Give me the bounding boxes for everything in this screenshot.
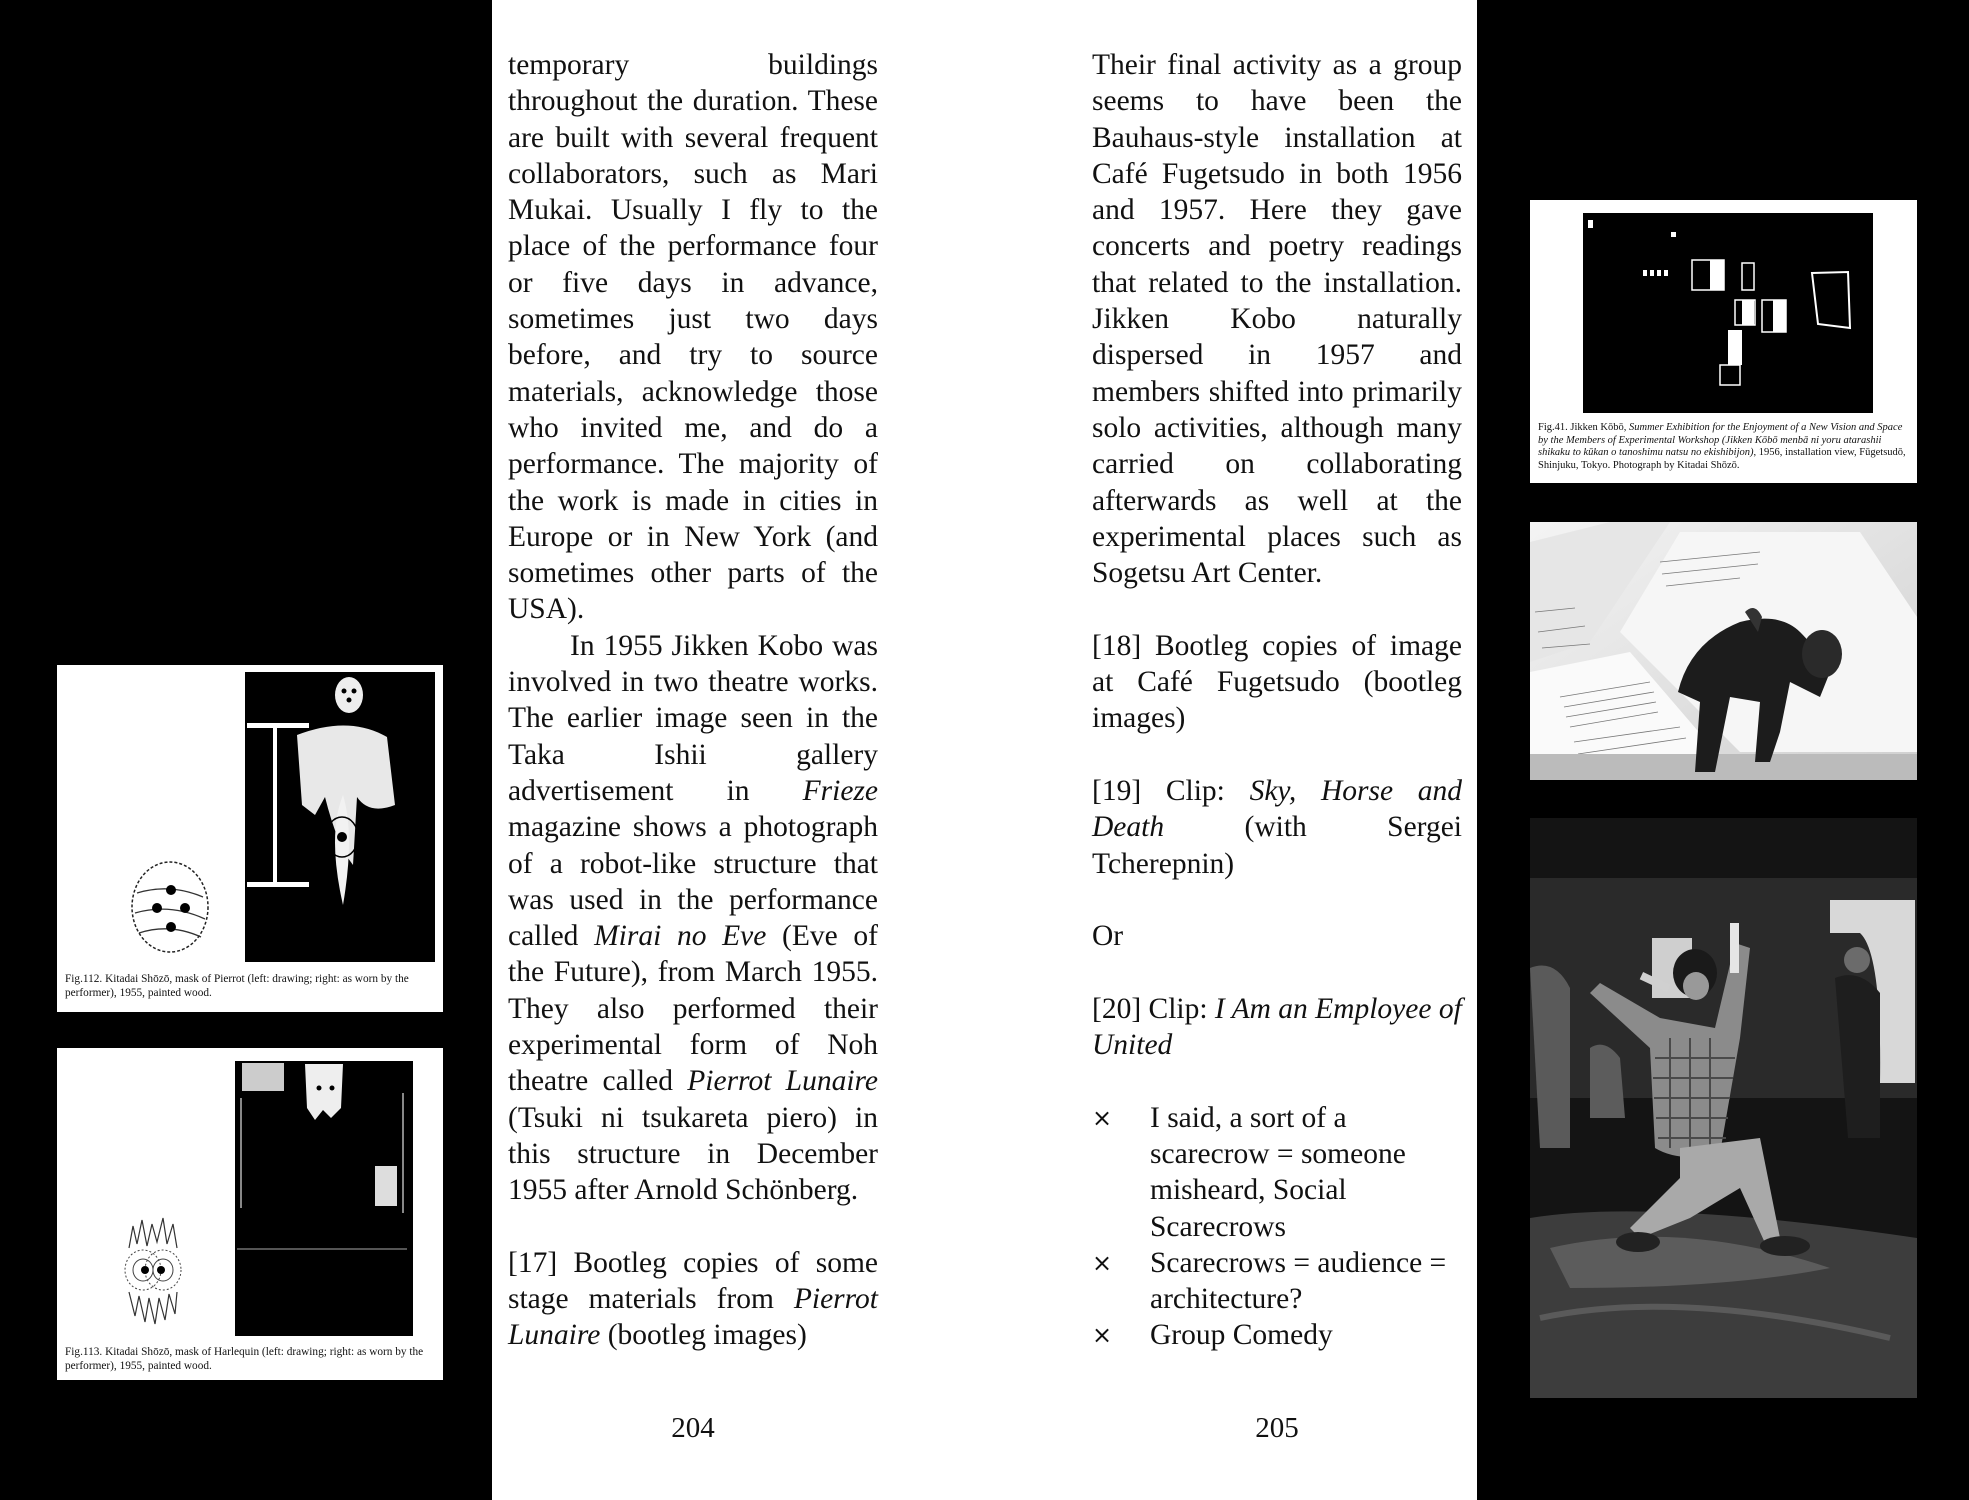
list-item bbox=[1092, 1245, 1462, 1318]
text-run: (Eve of the Future), from March 1955. They also performed their experimental form of Noh theatre called bbox=[508, 920, 878, 1098]
italic-title: Pierrot Lunaire bbox=[687, 1065, 879, 1098]
night-performance-photo-image bbox=[1530, 818, 1917, 1398]
italic-title: Sky, Horse and Death bbox=[1092, 774, 1462, 844]
text-run: In 1955 Jikken Kobo was involved in two theatre works. The earlier image seen in the Taka Ishii gallery advertisement in bbox=[508, 629, 878, 807]
text-run: (with Sergei Tcherepnin) bbox=[1092, 811, 1462, 880]
dancer-photo-image bbox=[1530, 522, 1917, 780]
text-run: [17] Bootleg copies of some stage materials from bbox=[508, 1246, 878, 1316]
footnote-18: [18] Bootleg copies of image at Café Fugetsudo (bootleg images) bbox=[1092, 629, 1462, 735]
footnote-19 bbox=[1092, 773, 1462, 882]
list-item bbox=[1092, 1100, 1462, 1245]
list-item-text: I said, a sort of a scarecrow = someone misheard, Social Scarecrows bbox=[1150, 1101, 1406, 1243]
right-page-text bbox=[1092, 47, 1462, 1354]
figure-41-installation bbox=[1530, 200, 1917, 483]
cross-bullet-icon: × bbox=[1092, 1248, 1113, 1277]
text-run: Fig.41. Jikken Kōbō, bbox=[1538, 422, 1630, 433]
bullet-list bbox=[1092, 1100, 1462, 1354]
italic-title: Mirai no Eve bbox=[594, 920, 767, 953]
page-number-right: 205 bbox=[1255, 1412, 1299, 1444]
italic-title: Pierrot Lunaire bbox=[508, 1283, 878, 1352]
paragraph: Their final activity as a group seems to have been the Bauhaus-style installation at Café Fugetsudo in both 1956 and 1957. Here they gave concerts and poetry readings that related to the installation. Jikken Kobo naturally dispersed in 1957 and members shifted into primarily solo activities, although many carried on collaborating afterwards as well at the experimental places such as Sogetsu Art Center. bbox=[1092, 49, 1462, 590]
text-run: (bootleg images) bbox=[600, 1319, 807, 1352]
figure-113-harlequin-mask bbox=[57, 1048, 443, 1380]
cross-bullet-icon: × bbox=[1092, 1103, 1113, 1132]
pierrot-mask-image bbox=[57, 665, 443, 975]
italic-title: Summer Exhibition for the Enjoyment of a New Vision and Space by the Members of Experimental Workshop (Jikken Kōbō menbā ni yoru atarashii shikaku to kūkan o tanoshimu natsu no ekishibijon) bbox=[1538, 422, 1903, 458]
italic-title: Frieze bbox=[802, 774, 878, 807]
photo-night-performance bbox=[1530, 818, 1917, 1398]
list-item bbox=[1092, 1317, 1462, 1353]
page-number-left: 204 bbox=[671, 1412, 715, 1444]
figure-113-caption: Fig.113. Kitadai Shōzō, mask of Harlequin (left: drawing; right: as worn by the performer), 1955, painted wood. bbox=[65, 1346, 424, 1372]
text-run: [20] Clip: bbox=[1092, 992, 1215, 1025]
or-separator: Or bbox=[1092, 920, 1124, 953]
paragraph: temporary buildings throughout the duration. These are built with several frequent collaborators, such as Mari Mukai. Usually I fly to the place of the performance four or five days in advance, sometimes just two days before, and try to source materials, acknowledge those who invited me, and do a performance. The majority of the work is made in cities in Europe or in New York (and sometimes other parts of the USA). bbox=[508, 49, 878, 626]
photo-dancer bbox=[1530, 522, 1917, 780]
footnote-20 bbox=[1092, 991, 1462, 1064]
list-item-text: Scarecrows = audience = architecture? bbox=[1150, 1246, 1447, 1316]
left-page-text bbox=[508, 47, 878, 1354]
footnote-17 bbox=[508, 1245, 878, 1354]
harlequin-mask-image bbox=[57, 1048, 443, 1343]
list-item-text: Group Comedy bbox=[1150, 1319, 1333, 1352]
figure-112-pierrot-mask bbox=[57, 665, 443, 1012]
installation-view-image bbox=[1530, 200, 1917, 420]
text-run: [19] Clip: bbox=[1092, 774, 1250, 807]
figure-41-caption bbox=[1538, 422, 1909, 472]
cross-bullet-icon: × bbox=[1092, 1321, 1113, 1350]
paragraph bbox=[508, 628, 878, 1209]
figure-112-caption: Fig.112. Kitadai Shōzō, mask of Pierrot (left: drawing; right: as worn by the performer), 1955, painted wood. bbox=[65, 973, 409, 999]
italic-title: I Am an Employee of United bbox=[1092, 992, 1462, 1062]
text-run: (Tsuki ni tsukareta piero) in this structure in December 1955 after Arnold Schönberg. bbox=[508, 1101, 878, 1207]
book-spread bbox=[492, 0, 1477, 1500]
text-run: magazine shows a photograph of a robot-like structure that was used in the performance called bbox=[508, 811, 878, 953]
text-run: , 1956, installation view, Fūgetsudō, Shinjuku, Tokyo. Photograph by Kitadai Shōzō. bbox=[1538, 447, 1906, 471]
